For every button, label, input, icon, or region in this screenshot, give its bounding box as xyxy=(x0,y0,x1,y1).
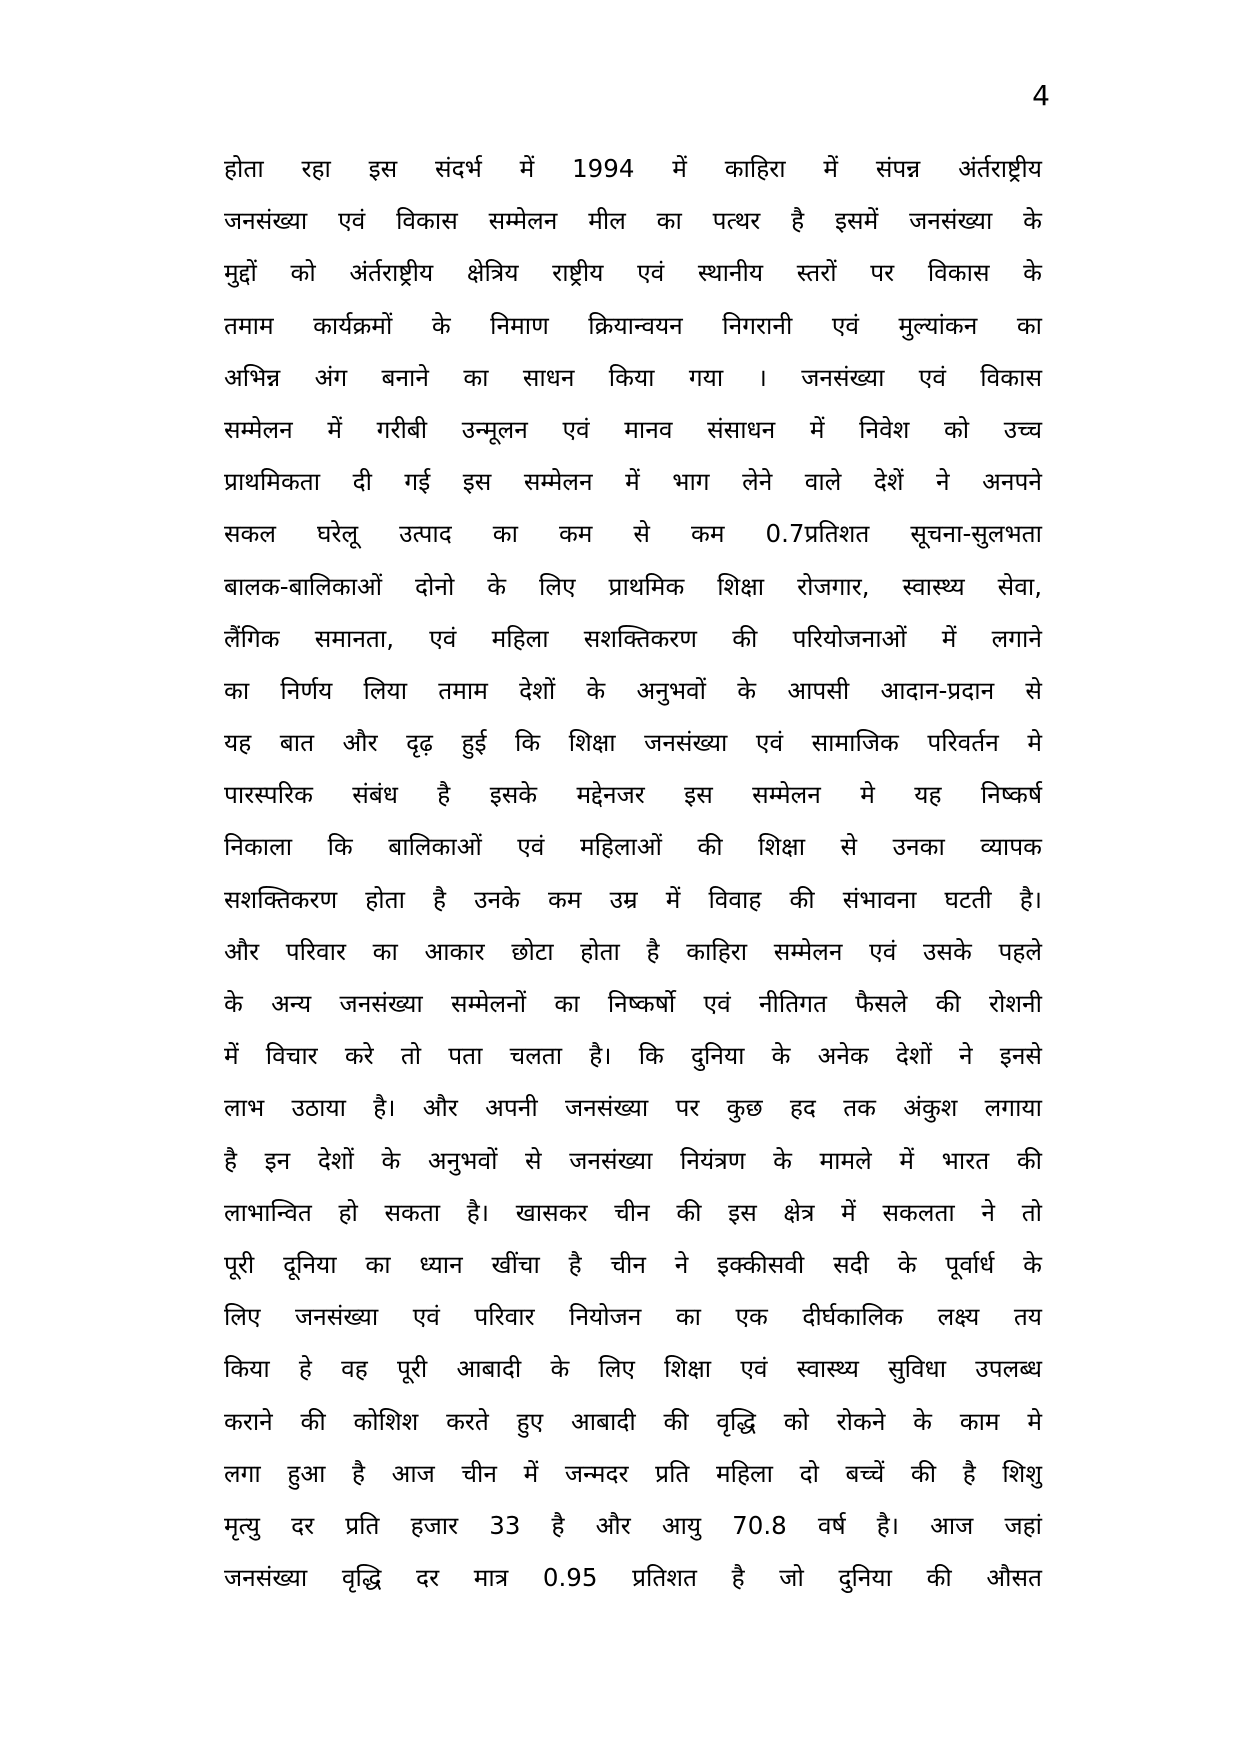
text-line: सकल घरेलू उत्पाद का कम से कम 0.7प्रतिशत सूचना-सुलभता xyxy=(224,519,1042,549)
text-line: बालक-बालिकाओं दोनो के लिए प्राथमिक शिक्षा रोजगार, स्वास्थ्य सेवा, xyxy=(224,571,1042,601)
text-line: प्राथमिकता दी गई इस सम्मेलन में भाग लेने वाले देशें ने अनपने xyxy=(224,467,1042,497)
text-line: किया हे वह पूरी आबादी के लिए शिक्षा एवं स्वास्थ्य सुविधा उपलब्ध xyxy=(224,1354,1042,1384)
text-line: लैंगिक समानता, एवं महिला सशक्तिकरण की परियोजनाओं में लगाने xyxy=(224,623,1042,653)
text-line: का निर्णय लिया तमाम देशों के अनुभवों के आपसी आदान-प्रदान से xyxy=(224,675,1042,705)
text-line: मृत्यु दर प्रति हजार 33 है और आयु 70.8 वर्ष है। आज जहां xyxy=(224,1510,1042,1540)
text-line: है इन देशों के अनुभवों से जनसंख्या नियंत्रण के मामले में भारत की xyxy=(224,1145,1042,1175)
text-line: और परिवार का आकार छोटा होता है काहिरा सम्मेलन एवं उसके पहले xyxy=(224,936,1042,966)
page-number: 4 xyxy=(1032,79,1050,112)
body-text xyxy=(224,143,1042,1604)
text-line: निकाला कि बालिकाओं एवं महिलाओं की शिक्षा से उनका व्यापक xyxy=(224,832,1042,862)
text-line: लाभान्वित हो सकता है। खासकर चीन की इस क्षेत्र में सकलता ने तो xyxy=(224,1197,1042,1227)
text-line: पूरी दूनिया का ध्यान खींचा है चीन ने इक्कीसवी सदी के पूर्वार्ध के xyxy=(224,1249,1042,1279)
text-line: तमाम कार्यक्रमों के निमाण क्रियान्वयन निगरानी एवं मुल्यांकन का xyxy=(224,310,1042,340)
text-line: लिए जनसंख्या एवं परिवार नियोजन का एक दीर्घकालिक लक्ष्य तय xyxy=(224,1302,1042,1332)
text-line: यह बात और दृढ़ हुई कि शिक्षा जनसंख्या एवं सामाजिक परिवर्तन मे xyxy=(224,728,1042,758)
text-line: जनसंख्या वृद्धि दर मात्र 0.95 प्रतिशत है जो दुनिया की औसत xyxy=(224,1563,1042,1593)
text-line: सशक्तिकरण होता है उनके कम उम्र में विवाह की संभावना घटती है। xyxy=(224,884,1042,914)
text-line: कराने की कोशिश करते हुए आबादी की वृद्धि को रोकने के काम मे xyxy=(224,1406,1042,1436)
text-line: सम्मेलन में गरीबी उन्मूलन एवं मानव संसाधन में निवेश को उच्च xyxy=(224,414,1042,444)
text-line: अभिन्न अंग बनाने का साधन किया गया । जनसंख्या एवं विकास xyxy=(224,362,1042,392)
text-line: में विचार करे तो पता चलता है। कि दुनिया के अनेक देशों ने इनसे xyxy=(224,1041,1042,1071)
text-line: होता रहा इस संदर्भ में 1994 में काहिरा में संपन्न अंर्तराष्ट्रीय xyxy=(224,154,1042,183)
text-line: पारस्परिक संबंध है इसके मद्देनजर इस सम्मेलन मे यह निष्कर्ष xyxy=(224,780,1042,810)
text-line: लाभ उठाया है। और अपनी जनसंख्या पर कुछ हद तक अंकुश लगाया xyxy=(224,1093,1042,1123)
text-line: मुद्दों को अंर्तराष्ट्रीय क्षेत्रिय राष्ट्रीय एवं स्थानीय स्तरों पर विकास के xyxy=(224,258,1042,288)
text-line: के अन्य जनसंख्या सम्मेलनों का निष्कर्षो एवं नीतिगत फैसले की रोशनी xyxy=(224,989,1042,1018)
text-line: जनसंख्या एवं विकास सम्मेलन मील का पत्थर है इसमें जनसंख्या के xyxy=(224,206,1042,236)
text-line: लगा हुआ है आज चीन में जन्मदर प्रति महिला दो बच्चें की है शिशु xyxy=(224,1458,1042,1488)
